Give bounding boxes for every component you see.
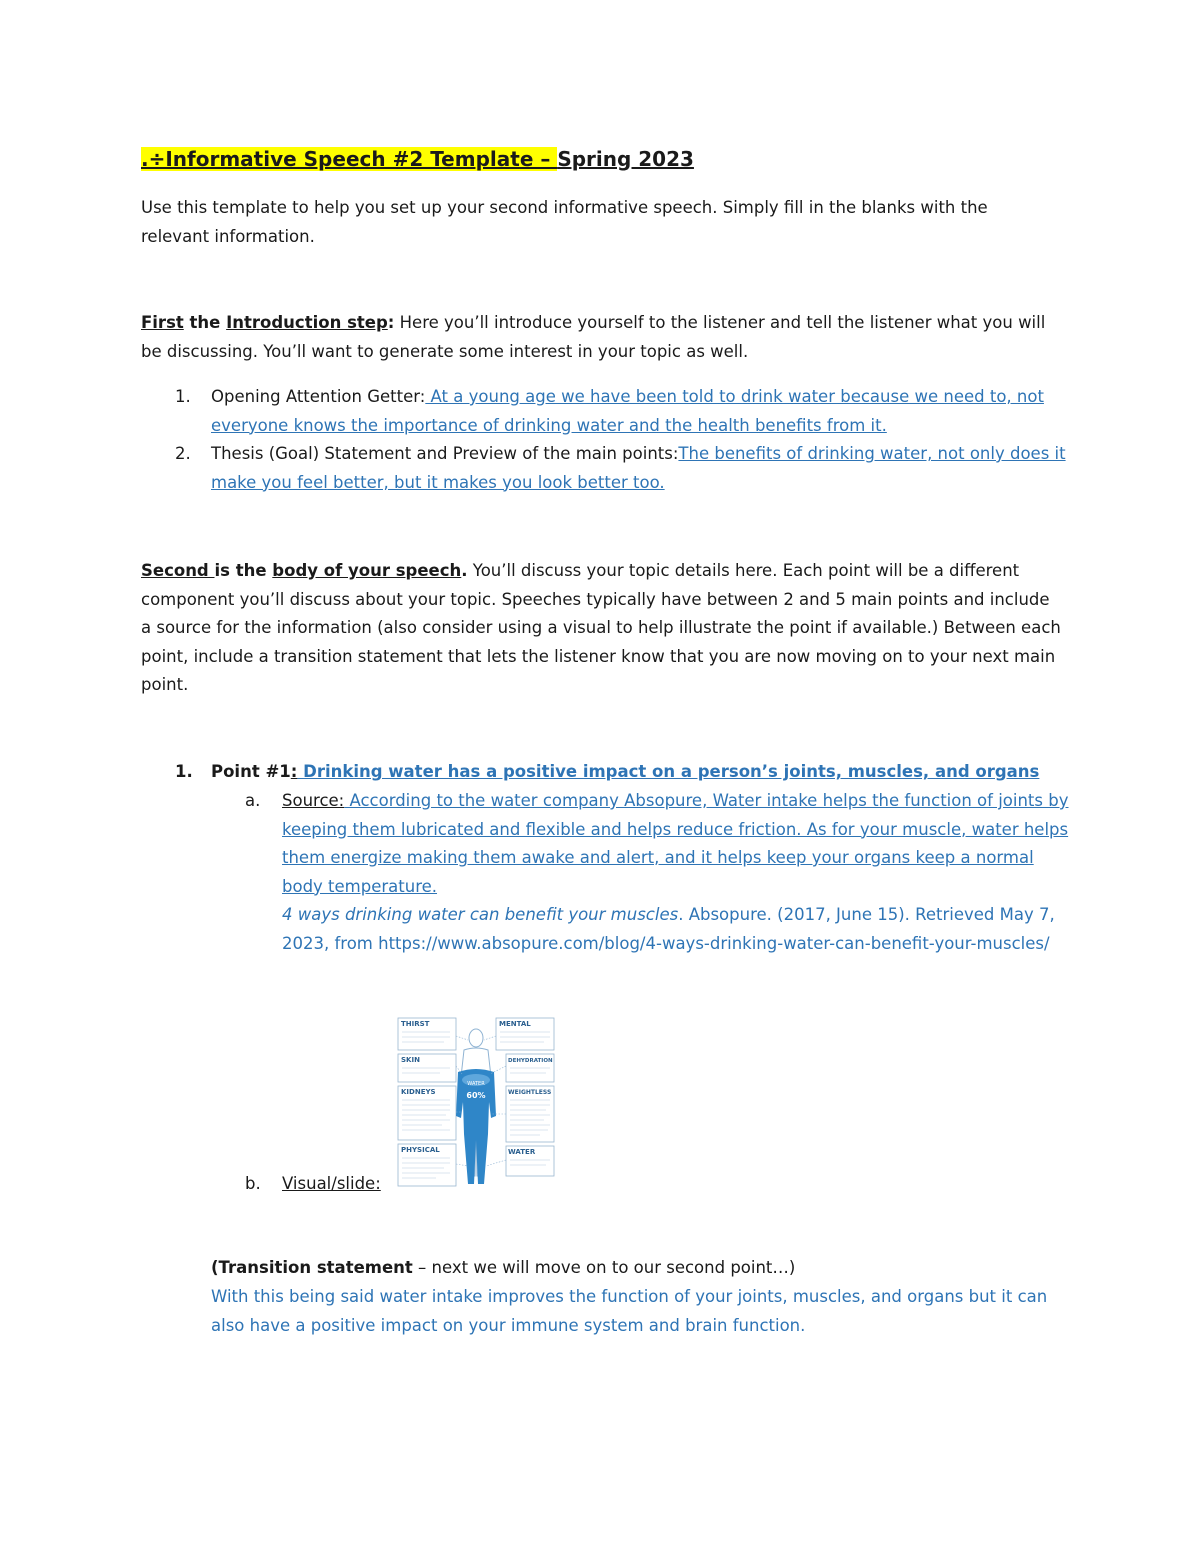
point1-heading [211,758,1071,787]
body-lead-period: . [461,561,468,580]
thesis-answer[interactable]: The benefits of drinking water, not only does it make you feel better, but it makes you look better too. [211,444,1066,492]
transition-rest: – next we will move on to our second point…) [412,1258,796,1277]
source-label: Source: [282,791,345,810]
body-water-percent: 60% [466,1091,486,1100]
attention-getter-answer[interactable]: At a young age we have been told to drink water because we need to, not everyone knows the importance of drinking water and the health benefits from it. [211,387,1044,435]
point1-number: 1. [175,762,193,781]
intro-item-2-number: 2. [175,444,191,463]
intro-lead-first: First [141,313,184,332]
body-lead-body: body of your speech [272,561,462,580]
source-letter: a. [245,791,261,810]
infographic-label-water: WATER [508,1148,536,1156]
attention-getter-label: Opening Attention Getter: [211,387,426,406]
intro-body: Here you’ll introduce yourself to the listener and tell the listener what you will be discussing. You’ll want to generate some interest in your topic as well. [141,313,1046,361]
infographic-label-skin: SKIN [401,1056,420,1064]
transition-label: (Transition statement [211,1258,413,1277]
transition-answer[interactable]: With this being said water intake improves the function of your joints, muscles, and organs but it can also have a positive impact on your immune system and brain function. [211,1287,1048,1335]
thesis-label: Thesis (Goal) Statement and Preview of the main points: [211,444,679,463]
intro-item-1-number: 1. [175,387,191,406]
body-lead-second: Second [141,561,215,580]
point1-colon: : [290,762,298,781]
document-title [141,144,694,174]
body-text: You’ll discuss your topic details here. Each point will be a different component you’ll discuss about your topic. Speeches typically have between 2 and 5 main points and include a source for the information (also consider using a visual to help illustrate the point if available.) Between each point, include a transition statement that lets the listener know that you are now moving on to your next main point. [141,561,1061,694]
body-paragraph [141,557,1061,700]
intro-instructions: Use this template to help you set up your second informative speech. Simply fill in the blanks with the relevant information. [141,198,988,246]
source-text[interactable]: According to the water company Absopure, Water intake helps the function of joints by keeping them lubricated and flexible and helps reduce friction. As for your muscle, water helps them energize making them awake and alert, and it helps keep your organs keep a normal body temperature. [282,791,1069,896]
introduction-paragraph [141,309,1061,366]
source-entry [282,787,1072,958]
citation-rest: . Absopure. (2017, June 15). Retrieved May 7, 2023, from https://www.absopure.com/blog/4-ways-drinking-water-can-benefit-your-muscles/ [282,905,1055,953]
transition-prompt [211,1254,1071,1283]
intro-lead-colon: : [387,313,395,332]
intro-lead-the: the [183,313,227,332]
body-lead-is-the: is the [214,561,273,580]
intro-lead-step: Introduction step [226,313,388,332]
body-water-label: WATER [467,1081,485,1087]
citation-title: 4 ways drinking water can benefit your muscles [282,905,679,924]
visual-letter: b. [245,1174,261,1193]
title-highlighted: .÷Informative Speech #2 Template – [141,147,558,171]
intro-item-1 [211,383,1071,440]
infographic-label-kidneys: KIDNEYS [401,1088,436,1096]
infographic-label-thirst: THIRST [401,1020,430,1028]
visual-label: Visual/slide: [282,1174,381,1193]
infographic-left-boxes [398,1018,456,1186]
infographic-label-weightless: WEIGHTLESS [508,1089,552,1096]
intro-item-2 [211,440,1071,497]
infographic-label-mental: MENTAL [499,1020,531,1028]
title-year: Spring 2023 [557,147,694,171]
point1-text[interactable]: Drinking water has a positive impact on a person’s joints, muscles, and organs [297,762,1040,781]
water-body-infographic [396,1016,556,1188]
visual-entry [282,1170,381,1199]
point1-label: Point #1 [211,762,291,781]
infographic-label-physical: PHYSICAL [401,1146,440,1154]
infographic-label-dehydration: DEHYDRATION [508,1058,553,1064]
